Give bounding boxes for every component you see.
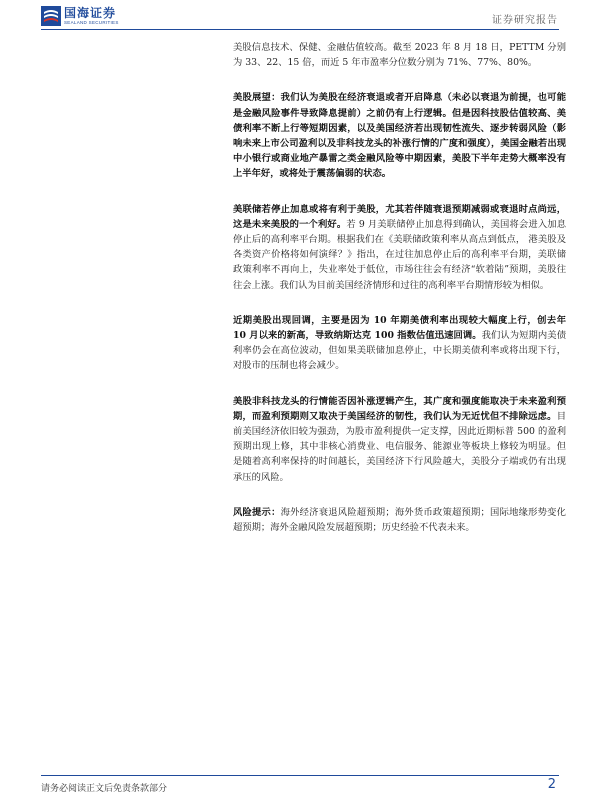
- risk-warning-label: 风险提示：: [233, 506, 281, 518]
- outlook-text: 美股展望：我们认为美股在经济衰退或者开启降息（未必以衰退为前提，也可能是金融风险事件导致降息提前）之前仍有上行逻辑。但是因科技股估值较高、美债利率不断上行等短期因素，以及美国经济若出现韧性流失、逐步转弱风险（影响未来上市公司盈利以及非科技龙头的补涨行情的广度和强度），美国金融若出现中小银行或商业地产暴雷之类金融风险等中期因素，美股下半年走势大概率没有上半年好，或将处于震荡偏弱的状态。: [233, 92, 566, 180]
- page-header: [0, 0, 600, 34]
- report-body: [233, 40, 566, 555]
- brand-name-cn: 国海证券: [64, 5, 117, 20]
- footer-divider: [41, 775, 559, 776]
- non-tech-text: 目前美国经济依旧较为强劲，为股市盈利提供一定支撑，因此近期标普 500 的盈利预期出现上修，其中非核心消费业、电信服务、能源业等板块上修较为明显。但是随着高利率保持的时间越长，美国经济下行风险越大，美股分子端或仍有出现承压的风险。: [233, 410, 566, 483]
- non-tech-paragraph: [233, 394, 566, 485]
- valuation-paragraph: 美股信息技术、保健、金融估值较高。截至 2023 年 8 月 18 日，PETTM 分别为 33、22、15 倍，而近 5 年市盈率分位数分别为 71%、77%、80%。: [233, 42, 566, 69]
- page-number: 2: [547, 777, 556, 792]
- fed-pause-paragraph: [233, 202, 566, 293]
- pullback-headline: 近期美股出现回调，主要是因为 10 年期美债利率出现较大幅度上行，创去年 10 月以来的新高，导致纳斯达克 100 指数估值迅速回调。: [233, 314, 566, 342]
- header-divider: [41, 29, 559, 30]
- document-type: 证券研究报告: [492, 15, 558, 26]
- fed-pause-headline: 美联储若停止加息或将有利于美股，尤其若伴随衰退预期减弱或衰退时点尚远，这是未来美股的一个利好。: [233, 203, 566, 230]
- brand-name-en: SEALAND SECURITIES: [64, 19, 119, 25]
- brand-logo: [41, 6, 119, 26]
- disclaimer-text: 请务必阅读正文后免责条款部分: [41, 784, 168, 794]
- outlook-paragraph: [233, 90, 566, 181]
- fed-pause-text: 若 9 月美联储停止加息得到确认，美国将会进入加息停止后的高利率平台期。根据我们在《美联储政策利率从高点到低点， 港美股及各类资产价格将如何演绎？》指出，在过往加息停止后的高利率平台期，美联储政策利率不再向上，失业率处于低位，市场往往会有经济“软着陆”预期，美股往往会上涨。我们认为目前美国经济情形和过往的高利率平台期情形较为相似。: [233, 218, 566, 291]
- risk-warning-text: 海外经济衰退风险超预期；海外货币政策超预期；国际地缘形势变化超预期；海外金融风险发展超预期；历史经验不代表未来。: [233, 506, 566, 534]
- pullback-paragraph: [233, 313, 566, 374]
- sealand-logo-icon: [41, 6, 61, 26]
- risk-warning-paragraph: [233, 505, 566, 535]
- non-tech-headline: 美股非科技龙头的行情能否因补涨逻辑产生，其广度和强度能取决于未来盈利预期，而盈利预期则又取决于美国经济的韧性，我们认为无近忧但不排除远虑。: [233, 395, 566, 422]
- pullback-text: 我们认为短期内美债利率仍会在高位波动，但如果美联储加息停止，中长期美债利率或将出现下行，对股市的压制也将会减少。: [233, 330, 566, 372]
